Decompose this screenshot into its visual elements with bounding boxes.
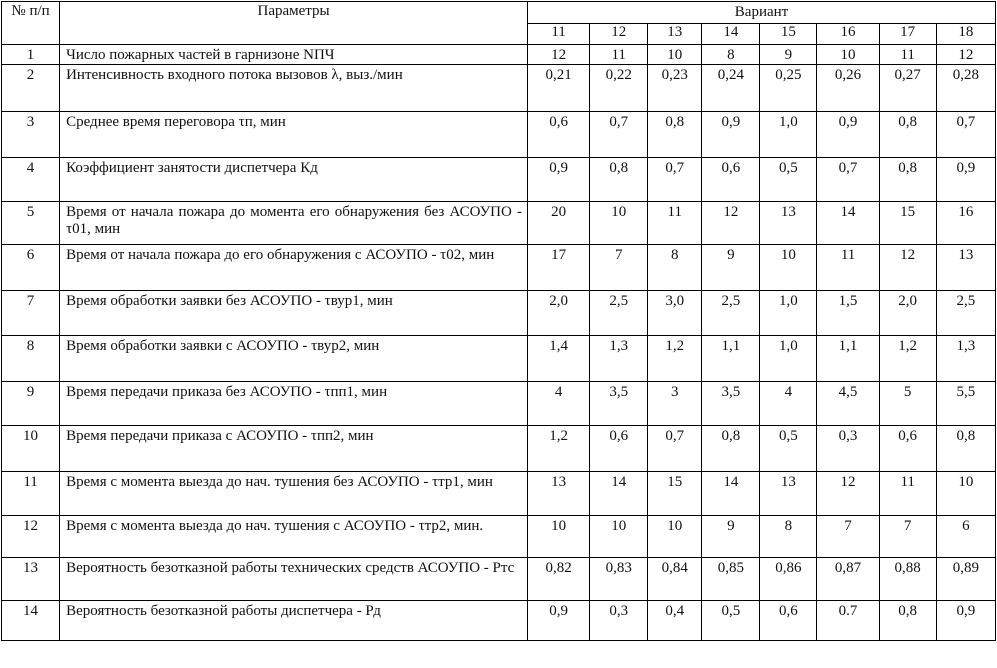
value-cell: 9 xyxy=(702,516,760,558)
value-cell: 5,5 xyxy=(936,382,995,426)
value-cell: 10 xyxy=(817,45,879,65)
value-cell: 16 xyxy=(936,202,995,245)
parameter-description: Время обработки заявки без АСОУПО - τвур1, мин xyxy=(60,291,528,336)
row-number: 5 xyxy=(2,202,60,245)
value-cell: 0,26 xyxy=(817,65,879,112)
value-cell: 1,5 xyxy=(817,291,879,336)
variant-number: 17 xyxy=(879,24,936,45)
table-row xyxy=(2,426,996,472)
table-row xyxy=(2,245,996,291)
value-cell: 0,89 xyxy=(936,558,995,601)
value-cell: 0,21 xyxy=(528,65,590,112)
value-cell: 14 xyxy=(702,472,760,516)
table-row xyxy=(2,336,996,382)
row-number: 6 xyxy=(2,245,60,291)
value-cell: 9 xyxy=(760,45,817,65)
value-cell: 10 xyxy=(648,45,702,65)
table-row xyxy=(2,472,996,516)
value-cell: 0,8 xyxy=(879,601,936,641)
value-cell: 0,8 xyxy=(879,112,936,158)
value-cell: 0,8 xyxy=(702,426,760,472)
value-cell: 0,5 xyxy=(760,426,817,472)
parameter-description: Коэффициент занятости диспетчера Кд xyxy=(60,158,528,202)
value-cell: 10 xyxy=(590,202,648,245)
value-cell: 0,9 xyxy=(936,158,995,202)
value-cell: 6 xyxy=(936,516,995,558)
value-cell: 11 xyxy=(879,472,936,516)
table-row xyxy=(2,45,996,65)
table-row xyxy=(2,112,996,158)
value-cell: 3,0 xyxy=(648,291,702,336)
value-cell: 4 xyxy=(528,382,590,426)
variant-number: 14 xyxy=(702,24,760,45)
value-cell: 0,7 xyxy=(817,158,879,202)
value-cell: 0,4 xyxy=(648,601,702,641)
value-cell: 9 xyxy=(702,245,760,291)
value-cell: 3 xyxy=(648,382,702,426)
value-cell: 3,5 xyxy=(702,382,760,426)
variant-number: 12 xyxy=(590,24,648,45)
value-cell: 0,9 xyxy=(702,112,760,158)
value-cell: 5 xyxy=(879,382,936,426)
value-cell: 15 xyxy=(648,472,702,516)
value-cell: 0,3 xyxy=(817,426,879,472)
row-number: 4 xyxy=(2,158,60,202)
value-cell: 14 xyxy=(817,202,879,245)
value-cell: 12 xyxy=(528,45,590,65)
variant-number: 11 xyxy=(528,24,590,45)
parameter-description: Время с момента выезда до нач. тушения с АСОУПО - τтр2, мин. xyxy=(60,516,528,558)
value-cell: 0,6 xyxy=(528,112,590,158)
value-cell: 1,1 xyxy=(817,336,879,382)
value-cell: 0,7 xyxy=(648,426,702,472)
value-cell: 10 xyxy=(760,245,817,291)
value-cell: 2,0 xyxy=(528,291,590,336)
value-cell: 0,9 xyxy=(528,601,590,641)
value-cell: 13 xyxy=(528,472,590,516)
row-number: 13 xyxy=(2,558,60,601)
table-body xyxy=(2,45,996,641)
value-cell: 12 xyxy=(817,472,879,516)
value-cell: 2,0 xyxy=(879,291,936,336)
value-cell: 12 xyxy=(702,202,760,245)
value-cell: 0,8 xyxy=(648,112,702,158)
value-cell: 13 xyxy=(760,202,817,245)
parameter-description: Время обработки заявки с АСОУПО - τвур2, мин xyxy=(60,336,528,382)
value-cell: 0,6 xyxy=(590,426,648,472)
value-cell: 1,1 xyxy=(702,336,760,382)
value-cell: 8 xyxy=(648,245,702,291)
value-cell: 12 xyxy=(936,45,995,65)
value-cell: 1,3 xyxy=(590,336,648,382)
value-cell: 1,3 xyxy=(936,336,995,382)
value-cell: 0,8 xyxy=(590,158,648,202)
value-cell: 0,6 xyxy=(760,601,817,641)
value-cell: 4 xyxy=(760,382,817,426)
parameter-description: Число пожарных частей в гарнизоне NПЧ xyxy=(60,45,528,65)
row-number: 10 xyxy=(2,426,60,472)
value-cell: 0,7 xyxy=(648,158,702,202)
row-number: 12 xyxy=(2,516,60,558)
value-cell: 0.7 xyxy=(817,601,879,641)
header-variant: Вариант xyxy=(528,2,996,24)
value-cell: 11 xyxy=(590,45,648,65)
parameter-description: Интенсивность входного потока вызовов λ, выз./мин xyxy=(60,65,528,112)
value-cell: 20 xyxy=(528,202,590,245)
value-cell: 0,85 xyxy=(702,558,760,601)
parameter-description: Время от начала пожара до момента его обнаружения без АСОУПО - τ01, мин xyxy=(60,202,528,245)
value-cell: 8 xyxy=(702,45,760,65)
value-cell: 1,4 xyxy=(528,336,590,382)
value-cell: 0,23 xyxy=(648,65,702,112)
value-cell: 0,25 xyxy=(760,65,817,112)
parameter-description: Вероятность безотказной работы технических средств АСОУПО - Ртс xyxy=(60,558,528,601)
parameter-description: Среднее время переговора τп, мин xyxy=(60,112,528,158)
variant-number: 13 xyxy=(648,24,702,45)
value-cell: 0,7 xyxy=(590,112,648,158)
value-cell: 1,2 xyxy=(879,336,936,382)
value-cell: 13 xyxy=(936,245,995,291)
value-cell: 11 xyxy=(817,245,879,291)
table-row xyxy=(2,558,996,601)
row-number: 8 xyxy=(2,336,60,382)
value-cell: 0,82 xyxy=(528,558,590,601)
value-cell: 1,0 xyxy=(760,291,817,336)
parameter-description: Вероятность безотказной работы диспетчера - Рд xyxy=(60,601,528,641)
parameter-description: Время передачи приказа с АСОУПО - τпп2, мин xyxy=(60,426,528,472)
row-number: 9 xyxy=(2,382,60,426)
variant-number: 16 xyxy=(817,24,879,45)
value-cell: 1,0 xyxy=(760,112,817,158)
value-cell: 10 xyxy=(648,516,702,558)
value-cell: 2,5 xyxy=(590,291,648,336)
table-row xyxy=(2,291,996,336)
value-cell: 2,5 xyxy=(702,291,760,336)
row-number: 14 xyxy=(2,601,60,641)
value-cell: 0,5 xyxy=(760,158,817,202)
value-cell: 4,5 xyxy=(817,382,879,426)
value-cell: 0,27 xyxy=(879,65,936,112)
value-cell: 0,6 xyxy=(702,158,760,202)
row-number: 1 xyxy=(2,45,60,65)
value-cell: 3,5 xyxy=(590,382,648,426)
value-cell: 0,9 xyxy=(936,601,995,641)
value-cell: 17 xyxy=(528,245,590,291)
table-row xyxy=(2,382,996,426)
variant-number: 18 xyxy=(936,24,995,45)
table-row xyxy=(2,65,996,112)
value-cell: 0,9 xyxy=(817,112,879,158)
value-cell: 1,0 xyxy=(760,336,817,382)
value-cell: 0,86 xyxy=(760,558,817,601)
value-cell: 15 xyxy=(879,202,936,245)
value-cell: 11 xyxy=(648,202,702,245)
value-cell: 0,24 xyxy=(702,65,760,112)
value-cell: 10 xyxy=(590,516,648,558)
value-cell: 7 xyxy=(590,245,648,291)
parameter-description: Время от начала пожара до его обнаружения с АСОУПО - τ02, мин xyxy=(60,245,528,291)
value-cell: 10 xyxy=(528,516,590,558)
table-row xyxy=(2,158,996,202)
value-cell: 0,5 xyxy=(702,601,760,641)
parameter-description: Время передачи приказа без АСОУПО - τпп1, мин xyxy=(60,382,528,426)
value-cell: 0,9 xyxy=(528,158,590,202)
value-cell: 0,8 xyxy=(879,158,936,202)
header-row-number: № п/п xyxy=(2,2,60,45)
value-cell: 0,87 xyxy=(817,558,879,601)
value-cell: 1,2 xyxy=(648,336,702,382)
value-cell: 0,84 xyxy=(648,558,702,601)
value-cell: 8 xyxy=(760,516,817,558)
value-cell: 12 xyxy=(879,245,936,291)
table-row xyxy=(2,601,996,641)
row-number: 3 xyxy=(2,112,60,158)
value-cell: 0,22 xyxy=(590,65,648,112)
value-cell: 0,7 xyxy=(936,112,995,158)
table-row xyxy=(2,202,996,245)
value-cell: 7 xyxy=(817,516,879,558)
variant-number: 15 xyxy=(760,24,817,45)
value-cell: 11 xyxy=(879,45,936,65)
value-cell: 0,3 xyxy=(590,601,648,641)
row-number: 2 xyxy=(2,65,60,112)
row-number: 7 xyxy=(2,291,60,336)
value-cell: 0,8 xyxy=(936,426,995,472)
table-row xyxy=(2,516,996,558)
value-cell: 10 xyxy=(936,472,995,516)
value-cell: 2,5 xyxy=(936,291,995,336)
value-cell: 0,88 xyxy=(879,558,936,601)
row-number: 11 xyxy=(2,472,60,516)
value-cell: 7 xyxy=(879,516,936,558)
value-cell: 0,6 xyxy=(879,426,936,472)
value-cell: 0,28 xyxy=(936,65,995,112)
value-cell: 14 xyxy=(590,472,648,516)
header-parameters: Параметры xyxy=(60,2,528,45)
value-cell: 13 xyxy=(760,472,817,516)
parameter-description: Время с момента выезда до нач. тушения без АСОУПО - τтр1, мин xyxy=(60,472,528,516)
variants-table xyxy=(1,1,996,641)
value-cell: 0,83 xyxy=(590,558,648,601)
value-cell: 1,2 xyxy=(528,426,590,472)
